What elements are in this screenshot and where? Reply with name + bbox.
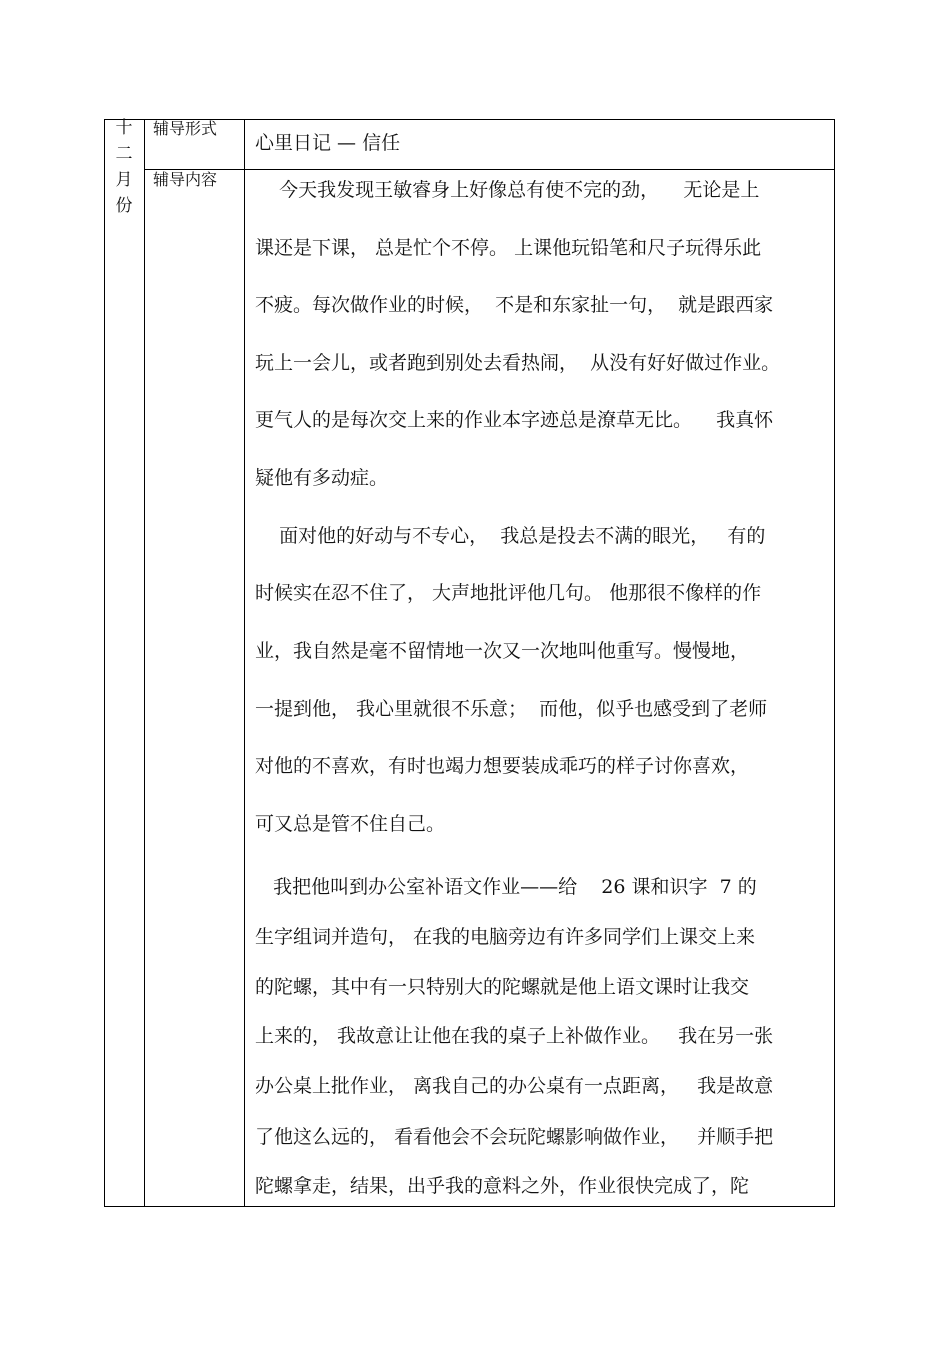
month-char: 二 — [115, 144, 133, 164]
paragraph-line: 可又总是管不住自己。 — [255, 813, 446, 835]
table-bottom-border — [104, 1206, 835, 1207]
form-label: 辅导形式 — [153, 119, 218, 138]
form-value: 心里日记 — 信任 — [255, 132, 401, 154]
label-column-divider — [244, 119, 245, 1207]
paragraph-line: 时候实在忍不住了， 大声地批评他几句。 他那很不像样的作 — [255, 582, 762, 604]
diary-content — [255, 170, 827, 1206]
paragraph-line: 业，我自然是毫不留情地一次又一次地叫他重写。慢慢地， — [255, 640, 750, 662]
paragraph-line: 了他这么远的， 看看他会不会玩陀螺影响做作业， 并顺手把 — [255, 1126, 774, 1148]
month-char: 月 — [115, 170, 133, 190]
content-label: 辅导内容 — [153, 170, 218, 189]
month-column-divider — [144, 119, 145, 1207]
paragraph-line: 玩上一会儿，或者跑到别处去看热闹， 从没有好好做过作业。 — [255, 352, 781, 374]
month-char: 十 — [115, 118, 133, 138]
paragraph-line: 我把他叫到办公室补语文作业——给 26 课和识字 7 的 — [255, 876, 757, 898]
paragraph-line: 一提到他， 我心里就很不乐意； 而他，似乎也感受到了老师 — [255, 698, 768, 720]
paragraph-line: 面对他的好动与不专心， 我总是投去不满的眼光， 有的 — [255, 525, 766, 547]
paragraph-line: 更气人的是每次交上来的作业本字迹总是潦草无比。 我真怀 — [255, 409, 774, 431]
paragraph-line: 办公桌上批作业， 离我自己的办公桌有一点距离， 我是故意 — [255, 1075, 774, 1097]
paragraph-line: 生字组词并造句， 在我的电脑旁边有许多同学们上课交上来 — [255, 926, 756, 948]
paragraph-line: 陀螺拿走，结果，出乎我的意料之外，作业很快完成了，陀 — [255, 1175, 750, 1197]
paragraph-line: 对他的不喜欢，有时也竭力想要装成乖巧的样子讨你喜欢， — [255, 755, 750, 777]
table-left-border — [104, 119, 105, 1207]
month-char: 份 — [115, 196, 133, 216]
paragraph-line: 疑他有多动症。 — [255, 467, 389, 489]
paragraph-line: 不疲。每次做作业的时候， 不是和东家扯一句， 就是跟西家 — [255, 294, 774, 316]
paragraph-line: 课还是下课， 总是忙个不停。 上课他玩铅笔和尺子玩得乐此 — [255, 237, 762, 259]
paragraph-line: 上来的， 我故意让让他在我的桌子上补做作业。 我在另一张 — [255, 1025, 774, 1047]
table-right-border — [834, 119, 835, 1207]
paragraph-line: 的陀螺，其中有一只特别大的陀螺就是他上语文课时让我交 — [255, 976, 750, 998]
paragraph-line: 今天我发现王敏睿身上好像总有使不完的劲， 无论是上 — [255, 179, 760, 201]
